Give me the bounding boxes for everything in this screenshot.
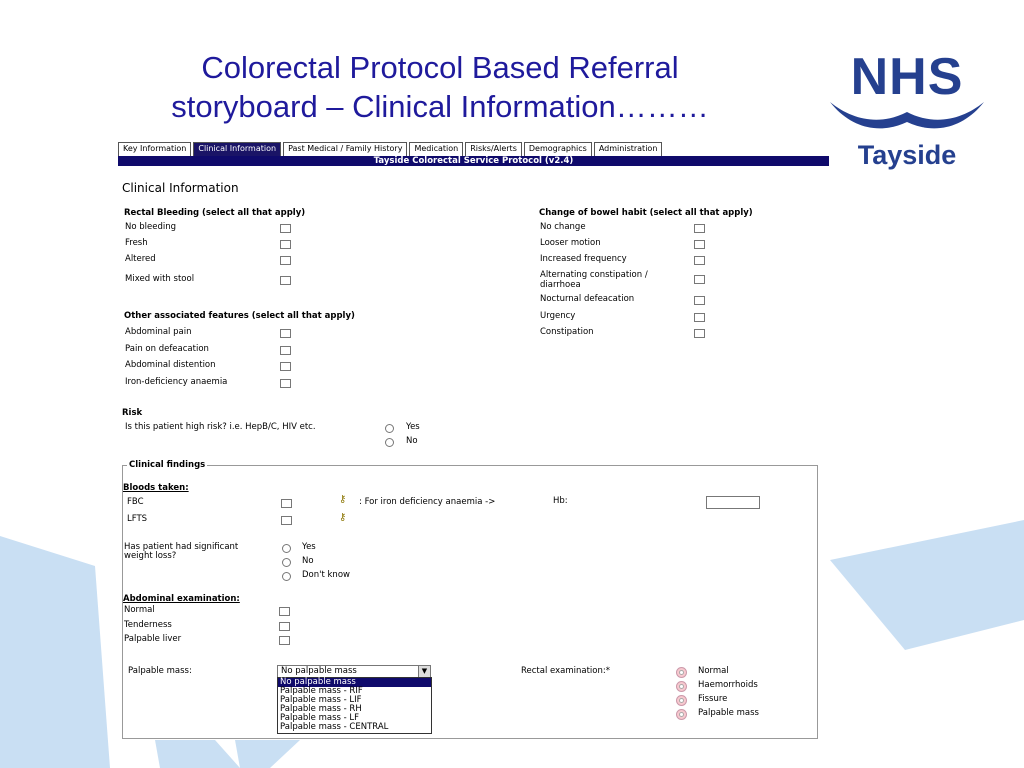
abdominal-label: Normal: [124, 605, 155, 615]
palpable-liver-checkbox[interactable]: [279, 636, 290, 645]
logo-nhs-text: NHS: [850, 48, 964, 106]
altered-checkbox[interactable]: [280, 256, 291, 265]
fresh-checkbox[interactable]: [280, 240, 291, 249]
weight-loss-no-label: No: [302, 556, 314, 566]
rectal-option-label: Palpable mass: [698, 708, 759, 718]
bowel-habit-label: Urgency: [540, 311, 576, 321]
tab-past-medical-family-history[interactable]: Past Medical / Family History: [283, 142, 407, 156]
abdominal-normal-checkbox[interactable]: [279, 607, 290, 616]
no-change-checkbox[interactable]: [694, 224, 705, 233]
abdominal-pain-checkbox[interactable]: [280, 329, 291, 338]
nhs-tayside-logo: [822, 48, 992, 172]
tab-medication[interactable]: Medication: [409, 142, 463, 156]
bowel-habit-label: Alternating constipation /: [540, 270, 648, 280]
weight-loss-yes-label: Yes: [302, 542, 316, 552]
increased-frequency-checkbox[interactable]: [694, 256, 705, 265]
dropdown-option[interactable]: No palpable mass: [278, 678, 431, 687]
weight-loss-dont-know-radio[interactable]: [282, 572, 291, 581]
rectal-bleeding-label: No bleeding: [125, 222, 177, 232]
required-marker: *: [605, 666, 610, 676]
weight-loss-question-cont: weight loss?: [124, 551, 177, 561]
bloods-heading: Bloods taken:: [123, 483, 189, 493]
bowel-habit-label: Nocturnal defeacation: [540, 294, 635, 304]
other-feature-label: Pain on defeacation: [125, 344, 209, 354]
risk-yes-radio[interactable]: [385, 424, 394, 433]
dropdown-option[interactable]: Palpable mass - RIF: [280, 686, 363, 696]
fbc-note: : For iron deficiency anaemia ->: [359, 497, 496, 507]
abdominal-label: Tenderness: [124, 620, 172, 630]
nocturnal-defeacation-checkbox[interactable]: [694, 296, 705, 305]
rectal-option-label: Haemorrhoids: [698, 680, 758, 690]
rectal-normal-radio[interactable]: [676, 667, 687, 678]
risk-no-label: No: [406, 436, 418, 446]
protocol-bar: Tayside Colorectal Service Protocol (v2.4): [118, 156, 829, 166]
rectal-bleeding-label: Mixed with stool: [125, 274, 195, 284]
rectal-option-label: Fissure: [698, 694, 728, 704]
no-bleeding-checkbox[interactable]: [280, 224, 291, 233]
help-key-icon[interactable]: ⚷: [339, 512, 347, 523]
palpable-mass-dropdown-list: [277, 677, 432, 734]
constipation-checkbox[interactable]: [694, 329, 705, 338]
dropdown-option[interactable]: Palpable mass - CENTRAL: [280, 722, 389, 732]
tab-bar: [118, 142, 664, 156]
other-feature-label: Abdominal distention: [125, 360, 216, 370]
slide-title-line2: storyboard – Clinical Information………: [171, 89, 709, 124]
iron-deficiency-anaemia-checkbox[interactable]: [280, 379, 291, 388]
abdominal-heading: Abdominal examination:: [123, 594, 240, 604]
rectal-bleeding-label: Altered: [125, 254, 156, 264]
tab-administration[interactable]: Administration: [594, 142, 663, 156]
hb-input[interactable]: [706, 496, 760, 509]
rectal-bleeding-heading: Rectal Bleeding (select all that apply): [124, 208, 306, 218]
bowel-habit-label: Increased frequency: [540, 254, 627, 264]
help-key-icon[interactable]: ⚷: [339, 494, 347, 505]
tab-risks-alerts[interactable]: Risks/Alerts: [465, 142, 522, 156]
bowel-habit-label-cont: diarrhoea: [540, 280, 581, 290]
other-feature-label: Abdominal pain: [125, 327, 192, 337]
rectal-haemorrhoids-radio[interactable]: [676, 681, 687, 692]
hb-label: Hb:: [553, 496, 568, 506]
dropdown-option[interactable]: Palpable mass - RH: [280, 704, 362, 714]
weight-loss-yes-radio[interactable]: [282, 544, 291, 553]
logo-tayside-text: Tayside: [857, 140, 957, 170]
tab-clinical-information[interactable]: Clinical Information: [193, 142, 281, 156]
bowel-habit-label: Looser motion: [540, 238, 601, 248]
weight-loss-no-radio[interactable]: [282, 558, 291, 567]
rectal-option-label: Normal: [698, 666, 729, 676]
mixed-with-stool-checkbox[interactable]: [280, 276, 291, 285]
risk-heading: Risk: [122, 408, 143, 418]
lfts-label: LFTS: [127, 514, 148, 524]
pain-on-defeacation-checkbox[interactable]: [280, 346, 291, 355]
other-features-heading: Other associated features (select all that apply): [124, 311, 355, 321]
logo-swoosh-icon: [822, 100, 992, 142]
risk-question: Is this patient high risk? i.e. HepB/C, HIV etc.: [125, 422, 316, 432]
clinical-findings-legend: Clinical findings: [129, 460, 206, 470]
tab-key-information[interactable]: Key Information: [118, 142, 191, 156]
risk-no-radio[interactable]: [385, 438, 394, 447]
other-feature-label: Iron-deficiency anaemia: [125, 377, 228, 387]
palpable-mass-selected-value: No palpable mass: [281, 666, 357, 676]
urgency-checkbox[interactable]: [694, 313, 705, 322]
palpable-mass-label: Palpable mass:: [128, 666, 192, 676]
bowel-habit-heading: Change of bowel habit (select all that apply): [539, 208, 753, 218]
abdominal-distention-checkbox[interactable]: [280, 362, 291, 371]
rectal-bleeding-label: Fresh: [125, 238, 148, 248]
abdominal-label: Palpable liver: [124, 634, 182, 644]
weight-loss-dont-know-label: Don't know: [302, 570, 350, 580]
dropdown-arrow-icon[interactable]: ▼: [418, 666, 430, 677]
section-title: Clinical Information: [122, 181, 239, 195]
risk-yes-label: Yes: [406, 422, 420, 432]
fbc-label: FBC: [127, 497, 144, 507]
slide-title-line1: Colorectal Protocol Based Referral: [201, 50, 679, 85]
tab-demographics[interactable]: Demographics: [524, 142, 592, 156]
looser-motion-checkbox[interactable]: [694, 240, 705, 249]
dropdown-option[interactable]: Palpable mass - LIF: [280, 695, 362, 705]
fbc-checkbox[interactable]: [281, 499, 292, 508]
alternating-checkbox[interactable]: [694, 275, 705, 284]
rectal-palpable-mass-radio[interactable]: [676, 709, 687, 720]
tenderness-checkbox[interactable]: [279, 622, 290, 631]
lfts-checkbox[interactable]: [281, 516, 292, 525]
rectal-exam-label-text: Rectal examination:: [521, 666, 606, 676]
rectal-exam-label: [521, 666, 610, 676]
bowel-habit-label: Constipation: [540, 327, 594, 337]
weight-loss-question: Has patient had significant: [124, 542, 239, 552]
dropdown-option[interactable]: Palpable mass - LF: [280, 713, 360, 723]
rectal-fissure-radio[interactable]: [676, 695, 687, 706]
slide-title: [120, 48, 760, 126]
bowel-habit-label: No change: [540, 222, 586, 232]
